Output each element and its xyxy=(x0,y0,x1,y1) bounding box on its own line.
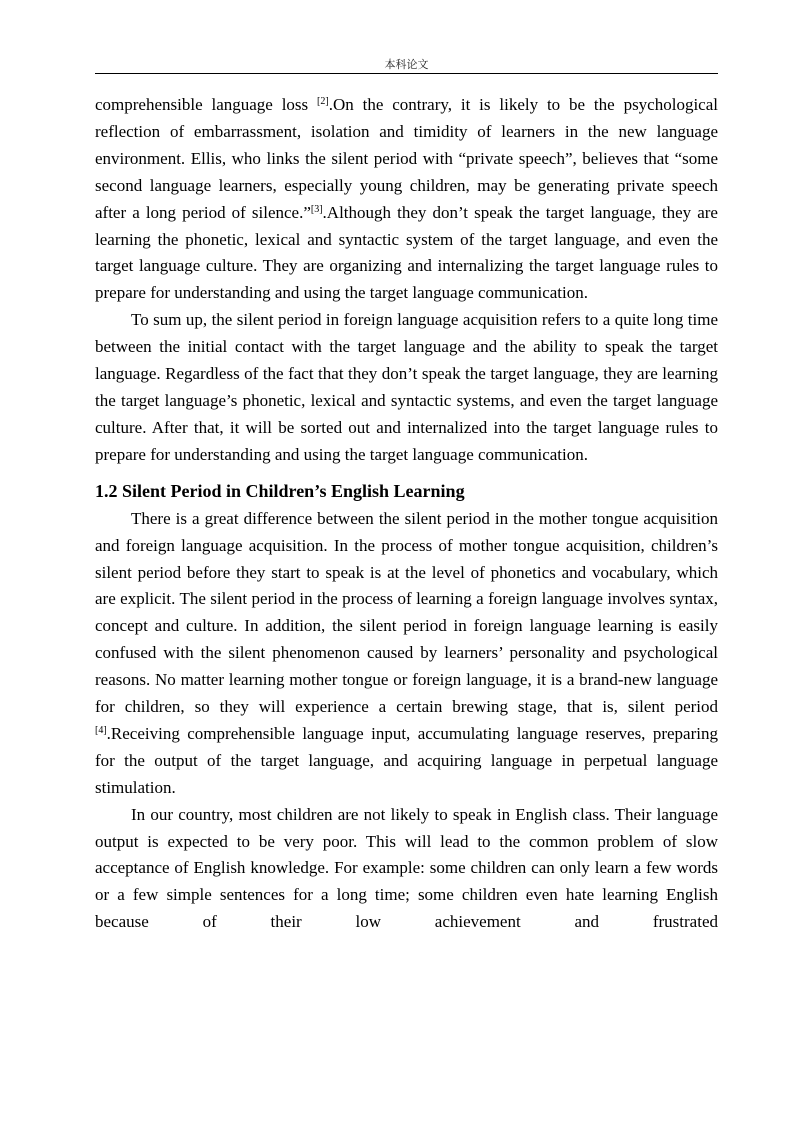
section-heading: 1.2 Silent Period in Children’s English Learning xyxy=(95,480,465,501)
body-text xyxy=(95,92,718,936)
paragraph-3-text-a: There is a great difference between the silent period in the mother tongue acquisition and foreign language acquisition. In the process of mother tongue acquisition, children’s silent period before they start to speak is at the level of phonetics and vocabulary, which are explicit. The silent period in the process of learning a foreign language involves syntax, concept and culture. In addition, the silent period in foreign language learning is easily confused with the silent phenomenon caused by learners’ personality and psychological reasons. No matter learning mother tongue or foreign language, it is a brand-new language for children, so they will experience a certain brewing stage, that is, silent period xyxy=(95,508,718,717)
citation-2: [2] xyxy=(317,96,329,107)
citation-4: [4] xyxy=(95,724,107,736)
citation-3: [3] xyxy=(310,203,323,215)
paragraph-2: To sum up, the silent period in foreign language acquisition refers to a quite long time between the initial contact with the target language and the ability to speak the target language. Regardless of the fact that they don’t speak the target language, they are learning the target language’s phonetic, lexical and syntactic systems, and even the target language culture. After that, it will be sorted out and internalized into the target language rules to prepare for understanding and using the target language communication. xyxy=(95,310,718,464)
paragraph-4: In our country, most children are not likely to speak in English class. Their language output is expected to be very poor. This will lead to the common problem of slow acceptance of English knowledge. For example: some children can only learn a few words or a few simple sentences for a long time; some children even hate learning English because of their low achievement and frustrated xyxy=(95,804,718,932)
paragraph-1-text-b: .On the contrary, it is likely to be the psychological reflection of embarrassment, isolation and timidity of learners in the new language environment. Ellis, who links the silent period with “private speech”, believes that “some second language learners, especially young children, may be generating private speech after a long period of silence.” xyxy=(95,95,718,222)
paragraph-1-text-a: comprehensible language loss xyxy=(95,95,318,114)
running-header: 本科论文 xyxy=(384,58,429,71)
paragraph-1-text-c: .Although they don’t speak the target language, they are learning the phonetic, lexical and syntactic system of the target language, and even the target language culture. They are organizing and internalizing the target language rules to prepare for understanding and using the target language communication. xyxy=(95,202,718,303)
paragraph-1 xyxy=(95,92,718,307)
paragraph-3 xyxy=(95,506,718,802)
header-rule xyxy=(95,73,718,74)
paragraph-3-text-b: .Receiving comprehensible language input, accumulating language reserves, preparing for the output of the target language, and acquiring language in perpetual language stimulation. xyxy=(95,723,718,797)
